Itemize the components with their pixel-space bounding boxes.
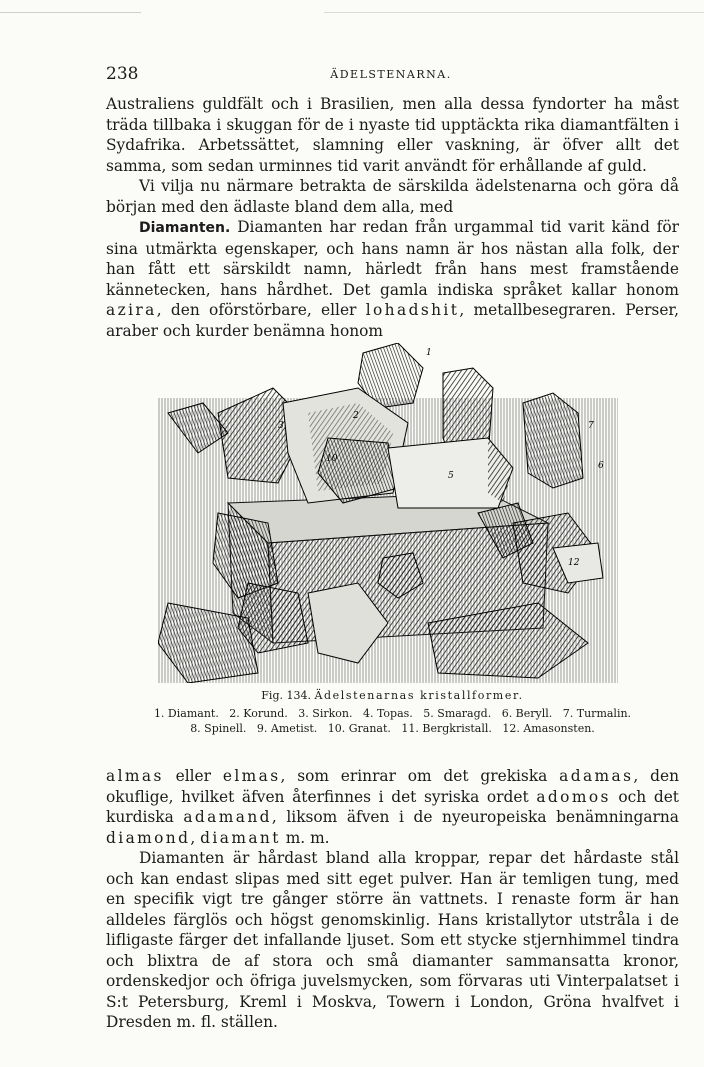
paragraph: Diamanten är hårdast bland alla kroppar, repar det hårdaste stål och kan endast slipas med sitt eget pulver. Han är temligen tung, med en specifik vigt tre gånger större än vattnets. I renaste form är han alldeles färglös och högst genomskinlig. Hans kristallytor utstråla i de lifligaste färger det infallande ljuset. Som ett stycke stjernhimmel tindra och blixtra de af stora och små diamanter sammansatta kronor, ordenskedjor och öfriga juvelsmycken, som förvaras uti Vinterpalatset i S:t Petersburg, Kreml i Moskva, Towern i London, Gröna hvalfvet i Dresden m. fl. ställen. <box>106 849 679 1031</box>
spaced-word: azira <box>106 301 157 319</box>
figure-caption <box>106 688 679 703</box>
scan-edge-line <box>0 12 704 13</box>
paragraph: Australiens guldfält och i Brasilien, men alla dessa fyndorter ha måst träda tillbaka i skuggan för de i nyaste tid upptäckta rika diamantfälten i Sydafrika. Arbetssättet, slamning eller vaskning, är öfver allt det samma, som sedan urminnes tid varit användt för erhållande af guld. <box>106 95 679 175</box>
crystal-illustration <box>158 343 618 683</box>
crystal-number: 12 <box>568 558 580 568</box>
page-number: 238 <box>106 64 139 84</box>
spaced-word: adamas <box>559 767 634 785</box>
spaced-word: elmas <box>222 767 281 785</box>
spaced-word: almas <box>106 767 164 785</box>
crystal-number: 2 <box>353 411 359 421</box>
figure-title: Ädelstenarnas kristallformer. <box>314 689 524 702</box>
crystal-number: 1 <box>426 348 432 358</box>
crystal-number: 3 <box>278 421 284 431</box>
crystal-number: 7 <box>588 421 594 431</box>
spaced-word: adamand <box>183 808 272 826</box>
paragraph: almas eller elmas, som erinrar om det grekiska adamas, den okuflige, hvilket äfven återfinnes i det syriska ordet adomos och det kurdiska adamand, liksom äfven i de nyeuropeiska benämningarna diamond, diamant m. m. <box>106 767 679 847</box>
crystal-number: 6 <box>598 461 604 471</box>
running-head: ÄDELSTENARNA. <box>330 68 452 81</box>
section-heading: Diamanten. <box>139 220 231 236</box>
figure-legend-line: 8. Spinell. 9. Ametist. 10. Granat. 11. Bergkristall. 12. Amasonsten. <box>190 722 595 735</box>
crystal-number: 5 <box>448 471 454 481</box>
figure-number: Fig. 134. <box>261 689 311 702</box>
spaced-word: diamond <box>106 828 191 847</box>
spaced-word: lohadshit <box>365 301 460 319</box>
body-text-bottom <box>106 766 679 1033</box>
body-text-top <box>106 94 679 341</box>
spaced-word: adomos <box>536 787 611 806</box>
figure-legend-line: 1. Diamant. 2. Korund. 3. Sirkon. 4. Topas. 5. Smaragd. 6. Beryll. 7. Turmalin. <box>153 707 632 720</box>
crystal-number: 10 <box>326 454 338 464</box>
page-header <box>106 64 676 86</box>
paragraph-diamanten: Diamanten. Diamanten har redan från urgammal tid varit känd för sina utmärkta egenskaper, och hans namn är hos nästan alla folk, der han fått ett särskildt namn, härledt från hans mest framstående kännetecken, hans hårdhet. Det gamla indiska språket kallar honom azira, den oförstörbare, eller lohadshit, metallbesegraren. Perser, araber och kurder benämna honom <box>106 218 679 340</box>
paragraph: Vi vilja nu närmare betrakta de särskilda ädelstenarna och göra då början med den ädlaste bland dem alla, med <box>106 177 679 216</box>
spaced-word: diamant <box>200 828 281 847</box>
